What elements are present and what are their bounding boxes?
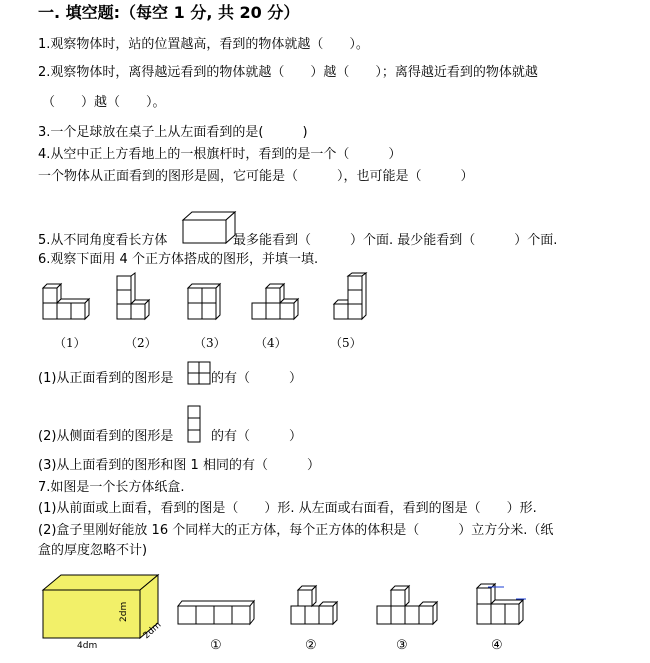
question-2-line-2: （ ）越（ ）。	[42, 95, 166, 110]
question-7-part-2-line-1: (2)盒子里刚好能放 16 个同样大的正方体，每个正方体的体积是（ ）立方分米.（纸	[38, 523, 554, 538]
question-1: 1.观察物体时，站的位置越高，看到的物体就越（ ）。	[38, 37, 369, 52]
question-7-part-2-line-2: 盒的厚度忽略不计)	[38, 543, 148, 558]
q6-sub-1-grid-2x2	[187, 361, 213, 387]
q6-label-5: （5）	[330, 336, 362, 350]
paper-box-figure	[40, 573, 170, 653]
q7-label-4: ④	[491, 638, 503, 653]
question-4: 4.从空中正上方看地上的一根旗杆时，看到的是一个（ ）	[38, 147, 402, 162]
box-top-face	[43, 575, 158, 590]
q6-sub-3: (3)从上面看到的图形和图 1 相同的有（ ）	[38, 458, 320, 473]
q7-figure-3	[376, 584, 440, 632]
box-height-label: 2dm	[119, 601, 129, 622]
q7-figure-2	[290, 584, 340, 632]
box-length-label: 4dm	[77, 641, 98, 651]
question-7-part-1: (1)从前面或上面看，看到的图是（ ）形. 从左面或右面看，看到的图是（ ）形.	[38, 501, 537, 516]
q6-sub-2-column-3	[187, 405, 203, 445]
q6-sub-2-prefix: (2)从侧面看到的图形是	[38, 429, 174, 444]
q6-sub-1-suffix: 的有（ ）	[211, 371, 303, 386]
q7-label-1: ①	[210, 638, 222, 653]
q7-label-3: ③	[396, 638, 408, 653]
q7-figure-4	[476, 584, 526, 632]
q6-figure-3	[187, 286, 227, 322]
q6-label-1: （1）	[54, 336, 86, 350]
q6-sub-2-suffix: 的有（ ）	[211, 429, 303, 444]
q6-label-3: （3）	[194, 336, 226, 350]
section-title: 一. 填空题:（每空 1 分, 共 20 分）	[38, 3, 300, 22]
q7-label-2: ②	[305, 638, 317, 653]
box-width-label: 2dm	[141, 620, 164, 642]
cuboid-figure	[181, 211, 237, 245]
question-4-b: 一个物体从正面看到的图形是圆，它可能是（ ），也可能是（ ）	[38, 169, 474, 184]
q6-figure-2	[116, 276, 156, 324]
q7-figure-1	[177, 600, 257, 630]
question-3: 3.一个足球放在桌子上从左面看到的是( )	[38, 125, 308, 140]
question-5-prefix: 5.从不同角度看长方体	[38, 233, 168, 248]
question-5-suffix: 最多能看到（ ）个面. 最少能看到（ ）个面.	[233, 233, 558, 248]
q6-figure-4	[251, 286, 301, 322]
q6-figure-1	[42, 286, 90, 322]
q6-sub-1-prefix: (1)从正面看到的图形是	[38, 371, 174, 386]
q6-figure-5	[333, 276, 373, 324]
question-7: 7.如图是一个长方体纸盒.	[38, 480, 185, 495]
q6-label-4: （4）	[255, 336, 287, 350]
question-6: 6.观察下面用 4 个正方体搭成的图形，并填一填.	[38, 252, 319, 267]
q6-label-2: （2）	[125, 336, 157, 350]
question-2-line-1: 2.观察物体时，离得越远看到的物体就越（ ）越（ ）；离得越近看到的物体就越	[38, 65, 538, 80]
